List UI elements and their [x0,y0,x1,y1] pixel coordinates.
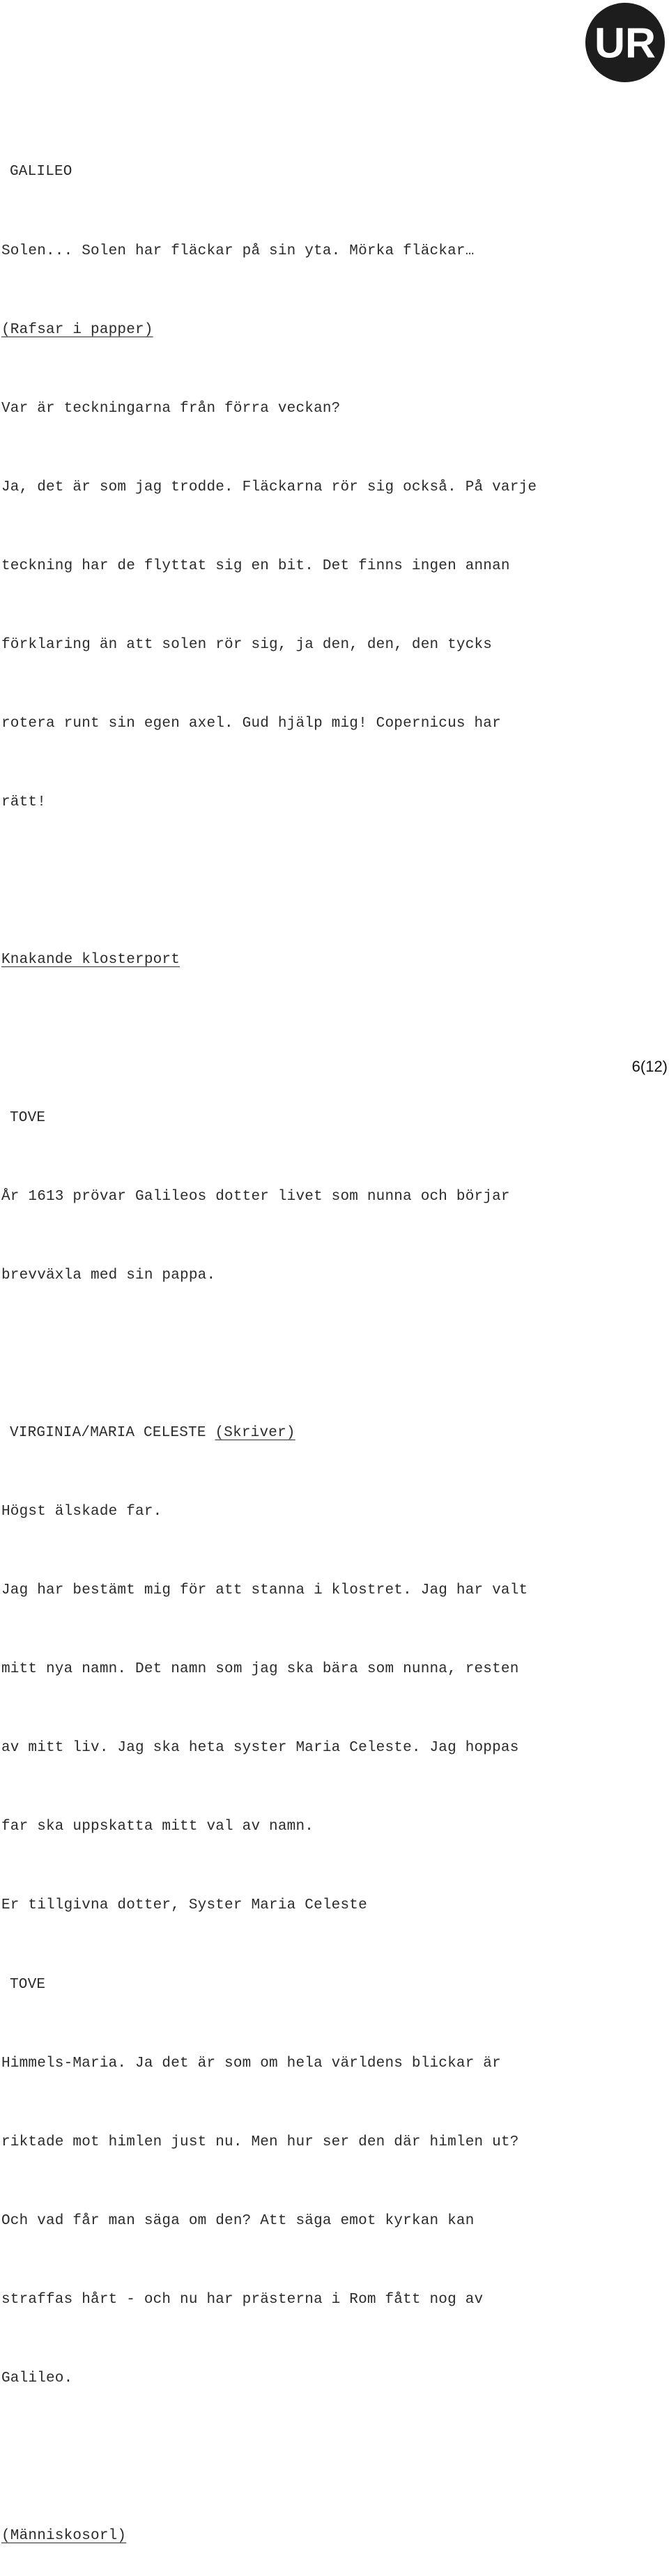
dialogue-line: År 1613 prövar Galileos dotter livet som nunna och börjar [1,1188,510,1205]
speaker-tove: TOVE [10,1109,46,1126]
script-page [1,107,663,2576]
page-number: 6(12) [631,1058,668,1075]
dialogue-line: Högst älskade far. [1,1504,162,1520]
dialogue-line: teckning har de flyttat sig en bit. Det finns ingen annan [1,557,510,574]
dialogue-line: Och vad får man säga om den? Att säga emot kyrkan kan [1,2212,475,2229]
ur-logo [584,1,666,84]
stage-direction: (Rafsar i papper) [1,321,153,338]
dialogue-line: far ska uppskatta mitt val av namn. [1,1819,314,1835]
speaker-galileo: GALILEO [10,164,72,180]
dialogue-line: riktade mot himlen just nu. Men hur ser den där himlen ut? [1,2134,519,2150]
dialogue-line: Himmels-Maria. Ja det är som om hela världens blickar är [1,2055,501,2072]
stage-direction: (Skriver) [215,1424,295,1441]
dialogue-line: Jag har bestämt mig för att stanna i klostret. Jag har valt [1,1582,528,1599]
dialogue-line: Ja, det är som jag trodde. Fläckarna rör sig också. På varje [1,479,537,495]
sound-cue: (Människosorl) [1,2528,127,2545]
dialogue-line: brevväxla med sin pappa. [1,1267,216,1283]
dialogue-line: Galileo. [1,2370,73,2387]
speaker-tove: TOVE [10,1976,46,1993]
dialogue-line: mitt nya namn. Det namn som jag ska bära som nunna, resten [1,1661,519,1678]
dialogue-line: förklaring än att solen rör sig, ja den, den, den tycks [1,636,493,653]
speaker-virginia: VIRGINIA/MARIA CELESTE [10,1424,206,1441]
dialogue-line: Solen... Solen har fläckar på sin yta. Mörka fläckar… [1,242,475,259]
ur-logo-text: UR [594,19,656,67]
sound-cue: Knakande klosterport [1,952,180,969]
dialogue-line: av mitt liv. Jag ska heta syster Maria Celeste. Jag hoppas [1,1740,519,1757]
dialogue-line: straffas hårt - och nu har prästerna i Rom fått nog av [1,2291,484,2308]
dialogue-line: Er tillgivna dotter, Syster Maria Celeste [1,1897,367,1914]
dialogue-line: Var är teckningarna från förra veckan? [1,400,341,417]
dialogue-line: rotera runt sin egen axel. Gud hjälp mig! Copernicus har [1,716,501,732]
dialogue-line: rätt! [1,794,47,811]
